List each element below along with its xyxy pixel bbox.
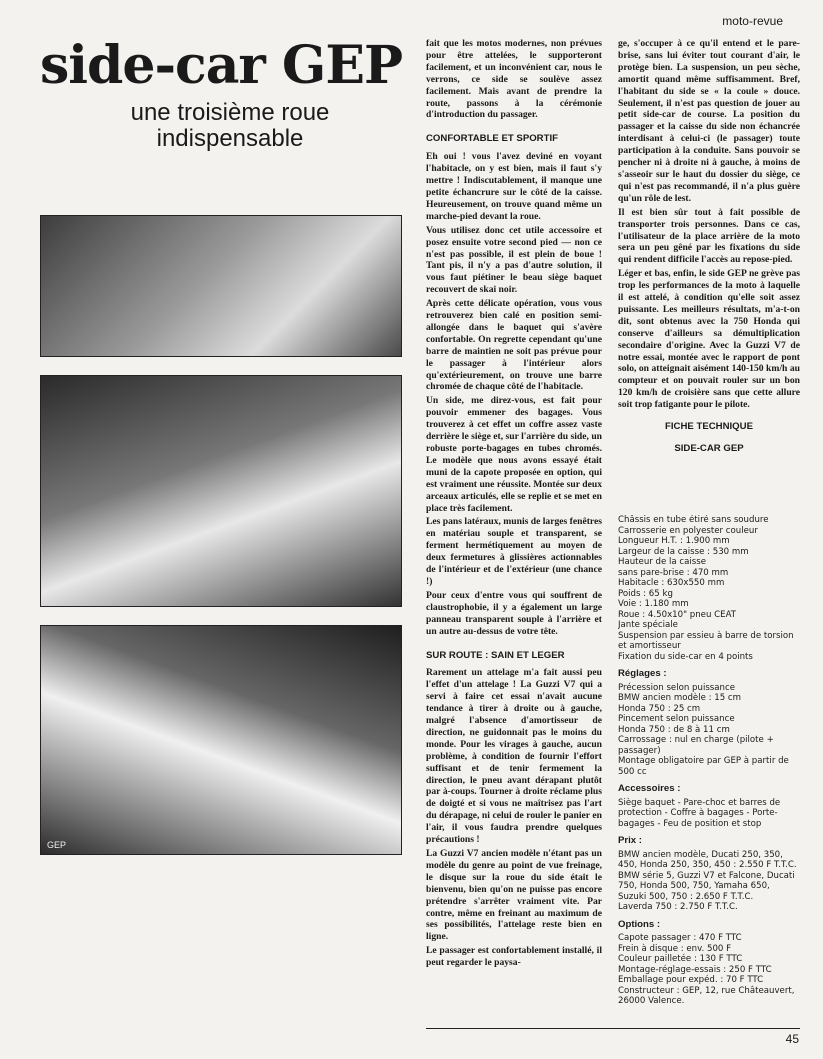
tech_specs-paragraph: sans pare-brise : 470 mm <box>618 567 729 578</box>
tech_specs-paragraph: BMW série 5, Guzzi V7 et Falcone, Ducati 750, Honda 500, 750, Yamaha 650, Suzuki 500, 750 : 2.650 F T.T.C. <box>618 870 795 902</box>
article-column-1 <box>426 38 602 1028</box>
column2-heading: SIDE-CAR GEP <box>674 443 744 454</box>
bottom-rule <box>426 1028 800 1029</box>
tech-specs <box>618 515 800 1015</box>
tech_specs-paragraph: Constructeur : GEP, 12, rue Châteauvert, 26000 Valence. <box>618 985 795 1006</box>
column1-paragraph: Un side, me direz-vous, est fait pour pouvoir emmener des bagages. Vous trouverez à cet effet un coffre assez vaste derrière le siège et, sur l'arrière du side, un robuste porte-bagages en tubes chromés. Le modèle que nous avons essayé était muni de la capote proposée en option, qui est vraiment une réussite. Montée sur deux arceaux articulés, elle se replie et se met en place très facilement. <box>426 395 602 514</box>
tech_specs-paragraph: Poids : 65 kg <box>618 588 673 599</box>
column1-paragraph: Eh oui ! vous l'avez deviné en voyant l'habitacle, on y est bien, mais il faut s'y mettre ! Indiscutablement, il manque une petite échancrure sur le côté de la caisse. Heureusement, on trouve quand même un marche-pied devant la roue. <box>426 151 602 222</box>
column1-paragraph: Pour ceux d'entre vous qui souffrent de claustrophobie, il y a également un large panneau transparent souple à l'arrière et un autre au-dessus de votre tête. <box>426 589 602 637</box>
tech_specs-paragraph: Longueur H.T. : 1.900 mm <box>618 536 730 546</box>
column2-paragraph: Léger et bas, enfin, le side GEP ne grève pas trop les performances de la moto à laquelle il est attelé, à condition qu'elle soit assez puissante. Les meilleurs résultats, m'a-t-on dit, sont obtenus avec la 750 Honda qui conserve d'ailleurs sa démultiplication secondaire d'origine. Avec la Guzzi V7 de notre essai, montée avec le rapport de pont solo, on atteignait aisément 140-150 km/h au compteur et on pouvait rouler sur un bon 120 km/h de croisière sans que cette allure soit trop fatigante pour le pilote. <box>618 268 800 411</box>
tech_specs-paragraph: Fixation du side-car en 4 points <box>618 651 753 662</box>
tech_specs-paragraph: Frein à disque : env. 500 F <box>618 943 732 954</box>
tech_specs-paragraph: Emballage pour expéd. : 70 F TTC <box>618 975 764 985</box>
tech_specs-paragraph: Honda 750 : de 8 à 11 cm <box>618 724 730 735</box>
column2-paragraph: Il est bien sûr tout à fait possible de transporter trois personnes. Dans ce cas, l'utilisateur de la place arrière de la moto sera un peu gêné par les fixations du side qui rendent difficile l'accès au repose-pied. <box>618 206 800 266</box>
column1-paragraph: Les pans latéraux, munis de larges fenêtres en matériau souple et transparent, se ferment hermétiquement au moyen de deux fermetures à glissières actionnables de l'intérieur et de l'extérieur (une chance !) <box>426 516 602 587</box>
column1-paragraph: Vous utilisez donc cet utile accessoire et posez ensuite votre second pied — non ce n'est pas possible, il est plein de boue ! Tant pis, il n'y a pas d'autre solution, il vous faut piétiner le beau siège baquet recouvert de skai noir. <box>426 224 602 296</box>
tech_specs-heading: Options : <box>618 918 661 930</box>
tech_specs-paragraph: Suspension par essieu à barre de torsion et amortisseur <box>618 630 794 651</box>
tech_specs-paragraph: BMW ancien modèle, Ducati 250, 350, 450, Honda 250, 350, 450 : 2.550 F T.T.C. <box>618 849 797 870</box>
tech_specs-paragraph: Habitacle : 630x550 mm <box>618 578 725 588</box>
tech_specs-paragraph: Précession selon puissance <box>618 682 736 693</box>
masthead: moto-revue <box>722 14 783 28</box>
photo-sidecar-hood <box>40 375 402 607</box>
tech_specs-paragraph: Hauteur de la caisse <box>618 557 707 567</box>
column2-heading: FICHE TECHNIQUE <box>665 421 753 433</box>
tech_specs-paragraph: Voie : 1.180 mm <box>618 599 689 609</box>
column1-paragraph: Rarement un attelage m'a fait aussi peu l'effet d'un attelage ! La Guzzi V7 qui a servi à faire cet essai n'avait aucune tendance à tirer à droite ou à gauche, malgré l'absence d'amortisseur de direction, ne guidonnait pas le moins du monde. Pour les virages à gauche, aucun problème, à condition de fournir l'effort suffisant et de tenir fermement la direction, le pneu avant dérapant plutôt par à-coups. Tourner à droite réclame plus de doigté et si vous ne maîtrisez pas l'art du dérapage, ni celui de rouler le panier en l'air, il vous faudra prendre quelques précautions ! <box>426 667 602 846</box>
column1-paragraph: Après cette délicate opération, vous vous retrouverez bien calé en position semi-allongée dans le baquet qui s'avère confortable. On regrette cependant qu'une barre de maintien ne soit pas prévue pour le passager à l'intérieur alors qu'extérieurement, on trouve une barre chromée de chaque côté de l'habitacle. <box>426 298 602 393</box>
tech_specs-paragraph: Siège baquet - Pare-choc et barres de protection - Coffre à bagages - Porte-bagages - Feu de position et stop <box>618 797 781 829</box>
column1-paragraph: La Guzzi V7 ancien modèle n'étant pas un modèle du genre au point de vue freinage, le disque sur la roue du side était le bienvenu, bien qu'on ne puisse pas encore prétendre s'arrêter vraiment vite. Par contre, même en freinant au maximum de ses possibilités, l'attelage reste bien en ligne. <box>426 848 602 943</box>
tech_specs-paragraph: Carrossage : nul en charge (pilote + passager) <box>618 735 774 756</box>
tech_specs-paragraph: Laverda 750 : 2.750 F T.T.C. <box>618 902 738 912</box>
tech_specs-paragraph: BMW ancien modèle : 15 cm <box>618 693 741 703</box>
tech_specs-paragraph: Jante spéciale <box>618 620 678 630</box>
photo-caption: GEP <box>47 840 67 850</box>
tech_specs-paragraph: Honda 750 : 25 cm <box>618 703 701 714</box>
article-title: side-car GEP <box>40 35 403 96</box>
column1-paragraph: fait que les motos modernes, non prévues pour être attelées, le supporteront facilement, et un inconvénient car, nous le verrons, ce side se soulève assez facilement. Mais avant de prendre la route, passons à la cérémonie d'introduction du passager. <box>426 38 602 121</box>
tech_specs-paragraph: Capote passager : 470 F TTC <box>618 933 742 943</box>
column2-paragraph: ge, s'occuper à ce qu'il entend et le pare-brise, sans lui éviter tout courant d'air, le protège bien. La suspension, un peu sèche, amortit quand même suffisamment. Bref, l'habitant du side se « la coule » douce. Seulement, il n'est pas question de jouer au petit side-car de course. La position du passager et la caisse du side non échancrée interdisant à celui-ci (le passager) toute participation à la conduite. Sans pouvoir se pencher ni à droite ni à gauche, à moins de s'asseoir sur le haut du dossier du siège, ce qui n'est pas recommandé, il n'a plus guère qu'un rôle de lest. <box>618 38 800 204</box>
tech_specs-paragraph: Carrosserie en polyester couleur <box>618 525 758 536</box>
column1-paragraph: Le passager est confortablement installé, il peut regarder le paysa- <box>426 945 602 969</box>
article-subtitle: une troisième roue indispensable <box>130 99 330 152</box>
tech_specs-heading: Accessoires : <box>618 783 681 794</box>
column1-heading: CONFORTABLE ET SPORTIF <box>426 133 558 145</box>
tech_specs-paragraph: Montage-réglage-essais : 250 F TTC <box>618 964 772 975</box>
tech_specs-heading: Prix : <box>618 835 642 846</box>
tech_specs-paragraph: Châssis en tube étiré sans soudure <box>618 515 769 525</box>
tech_specs-paragraph: Pincement selon puissance <box>618 714 735 724</box>
photo-snowy-road <box>40 215 402 357</box>
photo-sidecar-front <box>40 625 402 855</box>
tech_specs-paragraph: Montage obligatoire par GEP à partir de 500 cc <box>618 756 789 777</box>
tech_specs-paragraph: Largeur de la caisse : 530 mm <box>618 546 749 557</box>
tech_specs-paragraph: Couleur pailletée : 130 F TTC <box>618 954 743 964</box>
column1-heading: SUR ROUTE : SAIN ET LEGER <box>426 649 565 661</box>
tech_specs-heading: Réglages : <box>618 668 667 679</box>
tech_specs-paragraph: Roue : 4.50x10" pneu CEAT <box>618 609 737 620</box>
page-number: 45 <box>785 1032 799 1046</box>
